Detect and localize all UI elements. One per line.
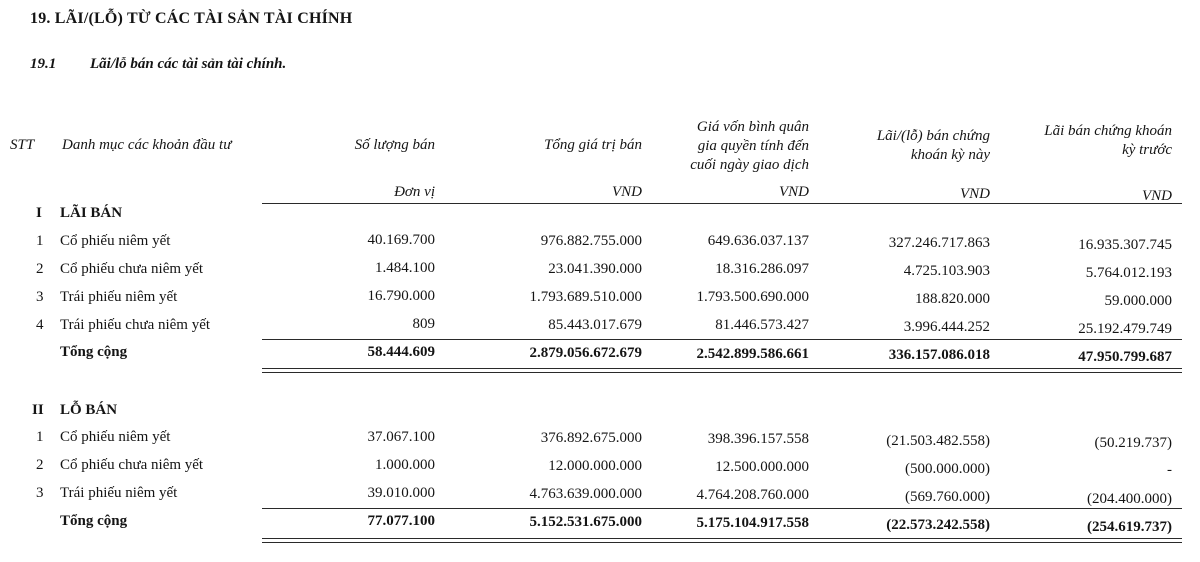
row-stt: 3: [36, 485, 44, 501]
header-gain-current-line1: Lãi/(lỗ) bán chứng: [876, 128, 990, 144]
row-cost: 649.636.037.137: [707, 233, 809, 249]
row-total: 4.763.639.000.000: [529, 486, 642, 502]
header-qty: Số lượng bán: [354, 137, 435, 153]
total-label: Tổng cộng: [60, 513, 128, 529]
row-current: 4.725.103.903: [903, 263, 990, 279]
row-cost: 18.316.286.097: [715, 261, 809, 277]
row-name: Trái phiếu niêm yết: [60, 289, 178, 305]
total-prior: 47.950.799.687: [1078, 349, 1172, 365]
header-gain-prior: [1044, 122, 1172, 160]
row-cost: 4.764.208.760.000: [696, 487, 809, 503]
total-cost: 2.542.899.586.661: [696, 346, 809, 362]
total-qty: 58.444.609: [367, 344, 435, 360]
row-name: Cổ phiếu chưa niêm yết: [60, 457, 204, 473]
unit-avg-cost: VND: [779, 184, 809, 200]
row-stt: 1: [36, 429, 44, 445]
section-1-roman: I: [36, 205, 42, 221]
header-avg-cost: [690, 118, 809, 175]
row-current: (21.503.482.558): [886, 433, 990, 449]
total-prior: (254.619.737): [1087, 519, 1172, 535]
row-total: 12.000.000.000: [548, 458, 642, 474]
row-total: 23.041.390.000: [548, 261, 642, 277]
unit-qty: Đơn vị: [394, 184, 435, 200]
row-total: 976.882.755.000: [540, 233, 642, 249]
unit-gain-prior: VND: [1142, 188, 1172, 204]
row-cost: 398.396.157.558: [707, 431, 809, 447]
total-value: 2.879.056.672.679: [529, 345, 642, 361]
total-value: 5.152.531.675.000: [529, 514, 642, 530]
section-2-title: LỖ BÁN: [60, 402, 118, 418]
unit-total-value: VND: [612, 184, 642, 200]
header-gain-current: [877, 127, 990, 165]
row-total: 1.793.689.510.000: [529, 289, 642, 305]
header-gain-prior-line1: Lãi bán chứng khoán: [1044, 123, 1172, 139]
row-stt: 2: [36, 457, 44, 473]
row-prior: (204.400.000): [1087, 491, 1172, 507]
row-cost: 1.793.500.690.000: [696, 289, 809, 305]
row-qty: 37.067.100: [367, 429, 435, 445]
total-label: Tổng cộng: [60, 344, 128, 360]
header-gain-current-line2: khoán kỳ này: [910, 147, 990, 163]
row-qty: 39.010.000: [367, 485, 435, 501]
row-qty: 1.484.100: [375, 260, 435, 276]
row-stt: 3: [36, 289, 44, 305]
subtotal-divider: [262, 508, 1182, 509]
row-current: 188.820.000: [915, 291, 990, 307]
header-avg-cost-line2: gia quyền tính đến: [697, 138, 809, 154]
row-qty: 809: [412, 316, 435, 332]
header-avg-cost-line1: Giá vốn bình quân: [696, 119, 809, 135]
header-stt: STT: [10, 137, 35, 153]
row-current: 327.246.717.863: [888, 235, 990, 251]
row-name: Trái phiếu niêm yết: [60, 485, 178, 501]
row-cost: 12.500.000.000: [715, 459, 809, 475]
row-qty: 40.169.700: [367, 232, 435, 248]
total-double-divider: [262, 368, 1182, 373]
section-2-roman: II: [32, 402, 44, 418]
row-current: (569.760.000): [905, 489, 990, 505]
row-name: Cổ phiếu chưa niêm yết: [60, 261, 204, 277]
header-gain-prior-line2: kỳ trước: [1122, 142, 1172, 158]
row-total: 376.892.675.000: [540, 430, 642, 446]
row-current: 3.996.444.252: [903, 319, 990, 335]
row-name: Cổ phiếu niêm yết: [60, 233, 171, 249]
row-name: Cổ phiếu niêm yết: [60, 429, 171, 445]
header-total-value: Tổng giá trị bán: [544, 137, 642, 153]
subsection-title: Lãi/lỗ bán các tài sản tài chính.: [90, 56, 287, 72]
row-prior: 5.764.012.193: [1085, 265, 1172, 281]
header-category: Danh mục các khoản đầu tư: [62, 137, 232, 153]
subsection-number: 19.1: [30, 56, 57, 72]
header-avg-cost-line3: cuối ngày giao dịch: [690, 157, 809, 173]
section-1-title: LÃI BÁN: [60, 205, 123, 221]
row-stt: 1: [36, 233, 44, 249]
total-cost: 5.175.104.917.558: [696, 515, 809, 531]
total-current: (22.573.242.558): [886, 517, 990, 533]
row-current: (500.000.000): [905, 461, 990, 477]
row-cost: 81.446.573.427: [715, 317, 809, 333]
row-name: Trái phiếu chưa niêm yết: [60, 317, 211, 333]
row-total: 85.443.017.679: [548, 317, 642, 333]
section-heading: 19. LÃI/(LỖ) TỪ CÁC TÀI SẢN TÀI CHÍNH: [30, 10, 353, 27]
row-prior: 25.192.479.749: [1078, 321, 1172, 337]
row-prior: (50.219.737): [1094, 435, 1172, 451]
row-qty: 16.790.000: [367, 288, 435, 304]
row-stt: 4: [36, 317, 44, 333]
row-prior: -: [1167, 462, 1172, 478]
row-prior: 16.935.307.745: [1078, 237, 1172, 253]
unit-gain-current: VND: [960, 186, 990, 202]
total-qty: 77.077.100: [367, 513, 435, 529]
total-double-divider: [262, 538, 1182, 543]
subtotal-divider: [262, 339, 1182, 340]
row-prior: 59.000.000: [1104, 293, 1172, 309]
row-stt: 2: [36, 261, 44, 277]
header-divider: [262, 203, 1182, 204]
total-current: 336.157.086.018: [888, 347, 990, 363]
row-qty: 1.000.000: [375, 457, 435, 473]
